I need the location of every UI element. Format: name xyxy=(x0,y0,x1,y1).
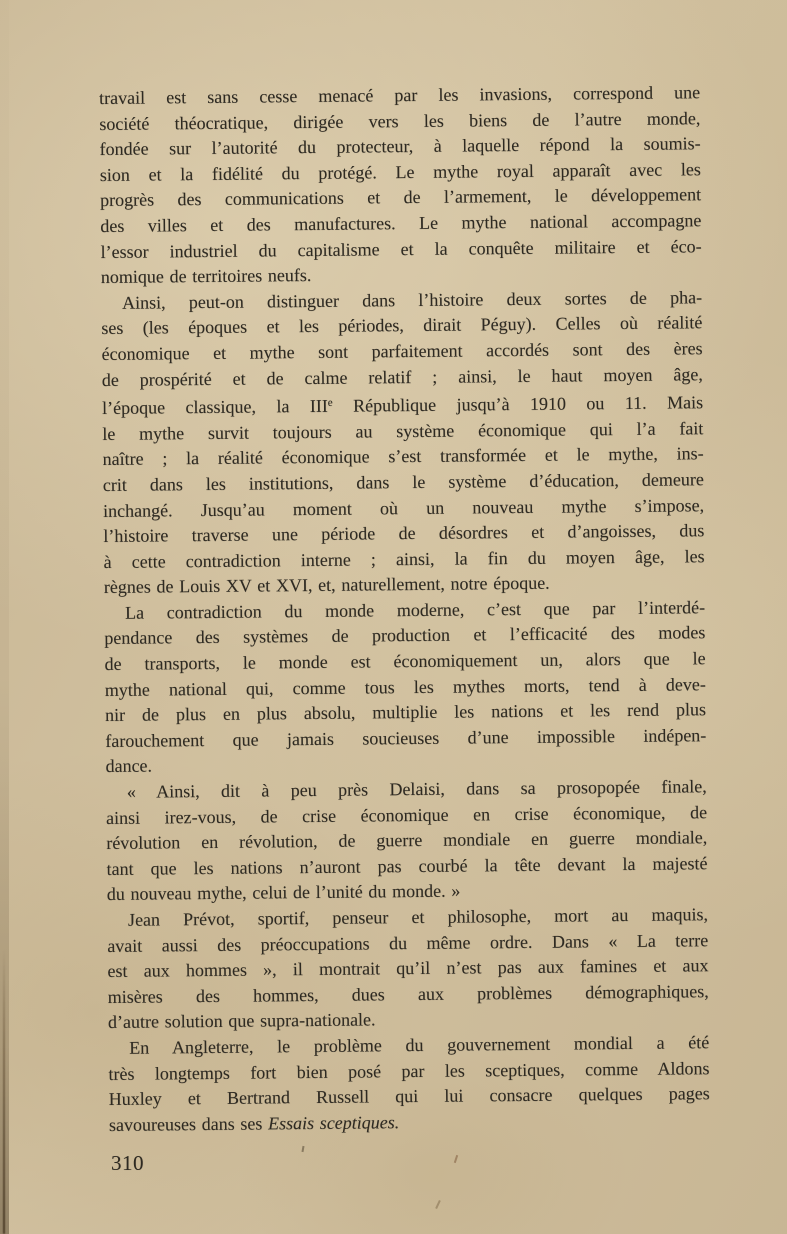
text-line: nir de plus en plus absolu, multiplie les nations et les rend plus xyxy=(104,699,707,726)
text-line: fondée sur l’autorité du protecteur, à laquelle répond la soumis- xyxy=(99,133,701,160)
ink-speck xyxy=(390,300,393,303)
paragraph xyxy=(101,285,705,601)
text-line: des villes et des manufactures. Le mythe national accompagne xyxy=(100,210,702,236)
text-line: tant que les nations n’auront pas courbé la tête devant la majesté xyxy=(106,853,708,879)
text-line: nomique de territoires neufs. xyxy=(100,265,312,288)
text-line: Huxley et Bertrand Russell qui lui consacre quelques pages xyxy=(108,1083,710,1110)
text-segment: l’époque classique, la III xyxy=(101,395,328,419)
text-line: à cette contradiction interne ; ainsi, la fin du moyen âge, les xyxy=(103,545,705,572)
text-line: travail est sans cesse menacé par les invasions, correspond une xyxy=(99,82,701,108)
text-line: de transports, le monde est économiquement un, alors que le xyxy=(104,648,706,675)
text-line: ses (les époques et les périodes, dirait Péguy). Celles où réalité xyxy=(101,312,703,339)
text-line: société théocratique, dirigée vers les biens de l’autre monde, xyxy=(99,107,701,134)
italic-text: Essais sceptiques. xyxy=(267,1111,400,1134)
text-line: avait aussi des préoccupations du même ordre. Dans « La terre xyxy=(107,929,709,956)
text-line: l’histoire traverse une période de désordres et d’angoisses, dus xyxy=(103,520,705,547)
text-line: est aux hommes », il montrait qu’il n’est pas aux famines et aux xyxy=(107,955,709,982)
text-line: d’autre solution que supra-nationale. xyxy=(107,1009,376,1033)
text-line: du nouveau mythe, celui de l’unité du monde. » xyxy=(106,880,461,905)
text-line: économique et mythe sont parfaitement accordés sont des ères xyxy=(101,338,703,364)
text-segment: savoureuses dans ses xyxy=(108,1113,269,1135)
text-line: très longtemps fort bien posé par les sceptiques, comme Aldons xyxy=(108,1057,710,1084)
text-line: « Ainsi, dit à peu près Delaisi, dans sa prosopopée finale, xyxy=(126,776,707,802)
text-line: révolution en révolution, de guerre mondiale en guerre mondiale, xyxy=(106,827,708,854)
text-line: farouchement que jamais soucieuses d’une impossible indépen- xyxy=(105,725,707,751)
text-line: l’essor industriel du capitalisme et la conquête militaire et éco- xyxy=(100,235,702,262)
text-line: Jean Prévot, sportif, penseur et philosophe, mort au maquis, xyxy=(127,904,709,930)
binding-crease xyxy=(3,950,5,1234)
ink-speck xyxy=(301,1146,304,1152)
page-number: 310 xyxy=(111,1151,144,1175)
text-line: Ainsi, peut-on distinguer dans l’histoire deux sortes de pha- xyxy=(121,286,703,313)
text-line: inchangé. Jusqu’au moment où un nouveau mythe s’impose, xyxy=(102,494,705,521)
ink-speck xyxy=(454,1155,458,1163)
text-line: de prospérité et de calme relatif ; ainsi, le haut moyen âge, xyxy=(101,363,703,390)
text-line: crit dans les institutions, dans le système d’éducation, demeure xyxy=(102,469,704,495)
paragraph xyxy=(106,774,708,908)
paragraph xyxy=(107,902,709,1036)
text-line: mythe national qui, comme tous les mythes morts, tend à deve- xyxy=(104,673,706,700)
paragraph xyxy=(104,595,707,780)
text-line: le mythe survit toujours au système économique qui l’a fait xyxy=(102,417,704,444)
text-line: pendance des systèmes de production et l’efficacité des modes xyxy=(104,622,706,649)
text-segment: République jusqu’à 1910 ou 11. Mais xyxy=(332,392,704,416)
text-line: La contradiction du monde moderne, c’est que par l’interdé- xyxy=(124,597,706,623)
text-line: règnes de Louis XV et XVI, et, naturellement, notre époque. xyxy=(103,572,550,598)
ink-speck xyxy=(435,1200,441,1209)
text-line: sion et la fidélité du protégé. Le mythe royal apparaît avec les xyxy=(99,159,701,185)
paragraph xyxy=(99,80,702,291)
text-line: ainsi irez-vous, de crise économique en crise économique, de xyxy=(105,801,708,828)
text-line: misères des hommes, dues aux problèmes démographiques, xyxy=(107,980,709,1007)
superscript-text: e xyxy=(327,396,333,409)
text-line: progrès des communications et de l’armement, le développement xyxy=(100,184,702,211)
text-line: naître ; la réalité économique s’est transformée et le mythe, ins- xyxy=(102,443,704,470)
text-line: dance. xyxy=(105,755,153,777)
paragraph xyxy=(108,1030,710,1138)
text-block xyxy=(99,80,710,1138)
text-line xyxy=(109,1107,710,1138)
text-line: En Angleterre, le problème du gouvernement mondial a été xyxy=(129,1032,710,1058)
